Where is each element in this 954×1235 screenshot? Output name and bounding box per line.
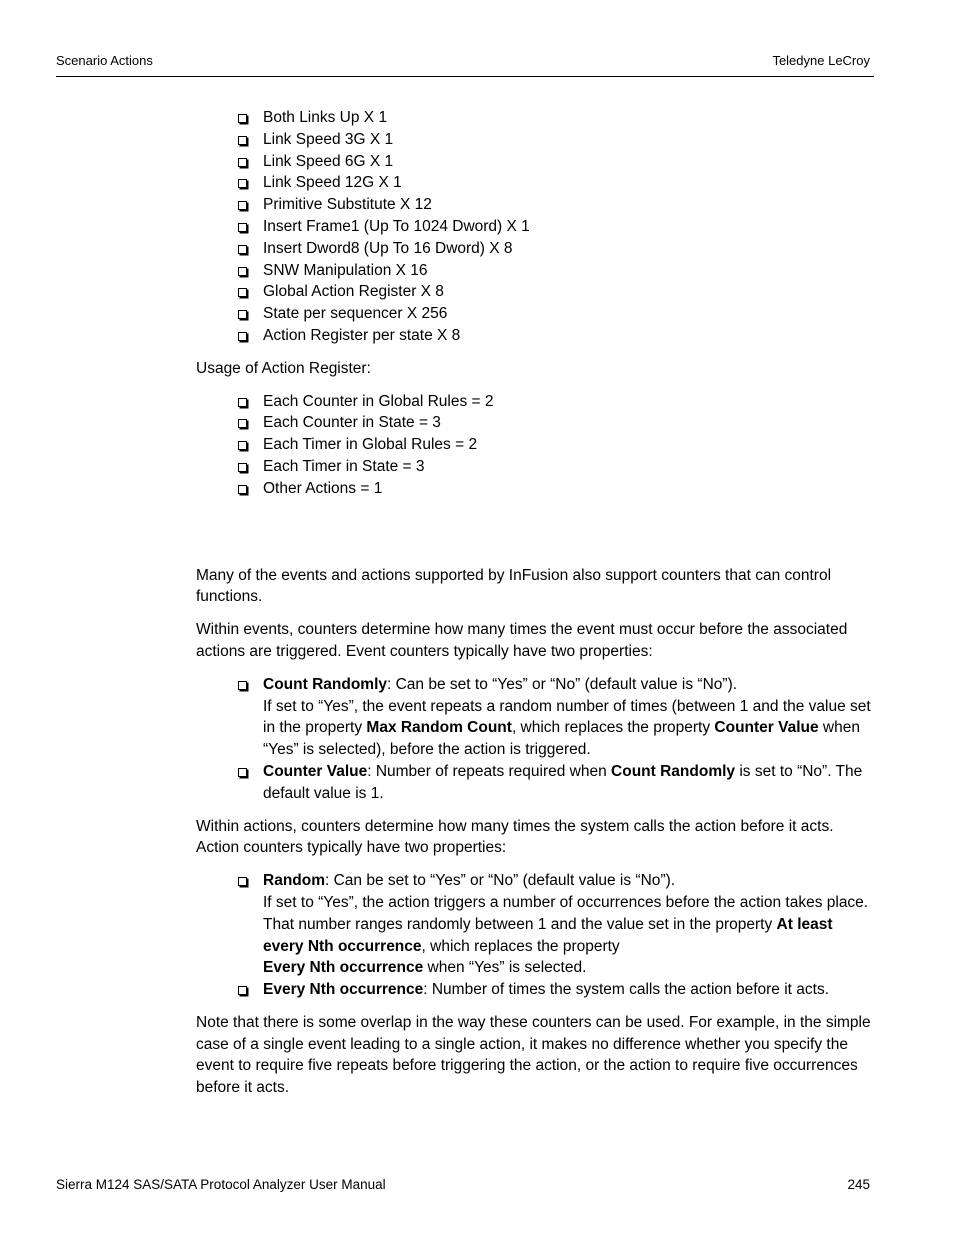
term-at-least-every-nth: At least every Nth occurrence [263, 915, 833, 955]
checkbox-bullet-icon [238, 768, 247, 777]
count-randomly-detail: If set to “Yes”, the event repeats a random number of times (between 1 and the value set in the property Max Random Count, which replaces the property Counter Value when “Yes” is selected), before the action is triggered. [263, 697, 871, 759]
term-counter-value: Counter Value [714, 719, 819, 737]
checkbox-bullet-icon [238, 332, 247, 341]
list-item: Each Timer in Global Rules = 2 [263, 434, 872, 456]
checkbox-bullet-icon [238, 419, 247, 428]
checkbox-bullet-icon [238, 681, 247, 690]
list-item: Each Timer in State = 3 [263, 456, 872, 478]
list-item: Primitive Substitute X 12 [263, 194, 872, 216]
list-item: Link Speed 3G X 1 [263, 129, 872, 151]
checkbox-bullet-icon [238, 179, 247, 188]
checkbox-bullet-icon [238, 223, 247, 232]
checkbox-bullet-icon [238, 398, 247, 407]
term-count-randomly: Count Randomly [611, 762, 736, 780]
term-max-random-count: Max Random Count [366, 719, 512, 737]
overlap-note: Note that there is some overlap in the way these counters can be used. For example, in the simple case of a single event leading to a single action, it makes no difference whether you specify the event to require five repeats before triggering the action, or the action to require five occurrences before it acts. [196, 1013, 871, 1097]
checkbox-bullet-icon [238, 986, 247, 995]
checkbox-bullet-icon [238, 136, 247, 145]
list-item: Every Nth occurrence: Number of times the system calls the action before it acts. [263, 979, 872, 1001]
checkbox-bullet-icon [238, 310, 247, 319]
list-item: Insert Frame1 (Up To 1024 Dword) X 1 [263, 216, 872, 238]
checkbox-bullet-icon [238, 201, 247, 210]
checkbox-bullet-icon [238, 267, 247, 276]
usage-list [196, 391, 872, 500]
list-item: State per sequencer X 256 [263, 303, 872, 325]
checkbox-bullet-icon [238, 114, 247, 123]
footer-manual-title: Sierra M124 SAS/SATA Protocol Analyzer User Manual [56, 1177, 386, 1192]
header-company: Teledyne LeCroy [772, 53, 870, 68]
term-count-randomly: Count Randomly [263, 675, 387, 693]
list-item: Both Links Up X 1 [263, 107, 872, 129]
checkbox-bullet-icon [238, 158, 247, 167]
list-item: Global Action Register X 8 [263, 281, 872, 303]
checkbox-bullet-icon [238, 485, 247, 494]
term-every-nth: Every Nth occurrence [263, 981, 424, 999]
term-counter-value: Counter Value [263, 762, 368, 780]
checkbox-bullet-icon [238, 245, 247, 254]
term-random: Random [263, 872, 325, 890]
list-item: Count Randomly: Can be set to “Yes” or “No” (default value is “No”). If set to “Yes”, the event repeats a random number of times (between 1 and the value set in the property Max Random Count, which replaces the property Counter Value when “Yes” is selected), before the action is triggered. [263, 674, 872, 761]
list-item: Link Speed 12G X 1 [263, 172, 872, 194]
page-number: 245 [847, 1177, 870, 1192]
page-content [196, 107, 872, 1099]
checkbox-bullet-icon [238, 441, 247, 450]
usage-heading: Usage of Action Register: [196, 359, 371, 377]
checkbox-bullet-icon [238, 288, 247, 297]
list-item: Other Actions = 1 [263, 478, 872, 500]
list-item: Each Counter in Global Rules = 2 [263, 391, 872, 413]
counters-intro: Many of the events and actions supported by InFusion also support counters that can control functions. [196, 566, 832, 606]
list-item: Counter Value: Number of repeats required when Count Randomly is set to “No”. The default value is 1. [263, 761, 872, 805]
list-item: Each Counter in State = 3 [263, 412, 872, 434]
events-intro: Within events, counters determine how many times the event must occur before the associated actions are triggered. Event counters typically have two properties: [196, 621, 848, 660]
list-item: Insert Dword8 (Up To 16 Dword) X 8 [263, 238, 872, 260]
term-every-nth: Every Nth occurrence [263, 959, 424, 977]
actions-intro: Within actions, counters determine how many times the system calls the action before it acts. Action counters typically have two properties: [196, 817, 834, 857]
checkbox-bullet-icon [238, 877, 247, 886]
list-item: Link Speed 6G X 1 [263, 151, 872, 173]
event-counter-properties [196, 674, 872, 805]
list-item: Action Register per state X 8 [263, 325, 872, 347]
list-item: SNW Manipulation X 16 [263, 260, 872, 282]
random-detail: If set to “Yes”, the action triggers a number of occurrences before the action takes place. That number ranges randomly between 1 and the value set in the property At least every Nth occurrence, which replaces the property Every Nth occurrence when “Yes” is selected. [263, 893, 869, 977]
resources-list [196, 107, 872, 347]
checkbox-bullet-icon [238, 463, 247, 472]
header-section-title: Scenario Actions [56, 53, 153, 68]
action-counter-properties [196, 870, 872, 1001]
list-item: Random: Can be set to “Yes” or “No” (default value is “No”). If set to “Yes”, the action triggers a number of occurrences before the action takes place. That number ranges randomly between 1 and the value set in the property At least every Nth occurrence, which replaces the property Every Nth occurrence when “Yes” is selected. [263, 870, 872, 979]
page-header [56, 52, 874, 77]
